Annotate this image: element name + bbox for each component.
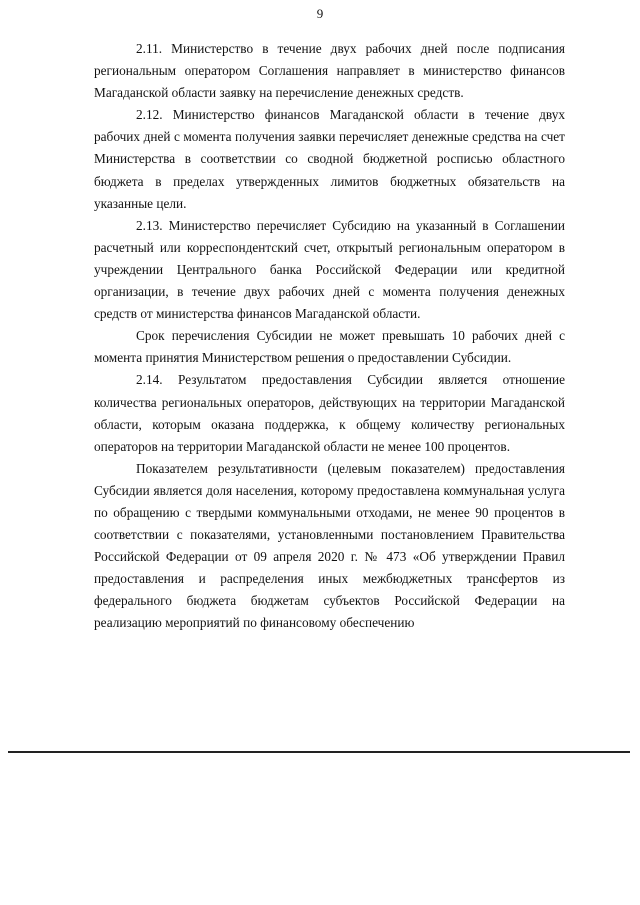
page-number: 9 bbox=[316, 6, 324, 21]
paragraph-2-13: 2.13. Министерство перечисляет Субсидию на указанный в Соглашении расчетный или корреспондентский счет, открытый региональным оператором в учреждении Центрального банка Российской Федерации или кредитной организации, в течение двух рабочих дней с момента получения денежных средств от министерства финансов Магаданской области. bbox=[94, 217, 565, 322]
paragraph-2-14: 2.14. Результатом предоставления Субсидии является отношение количества региональных операторов, действующих на территории Магаданской области, которым оказана поддержка, к общему количеству региональных операторов на территории Магаданской области не менее 100 процентов. bbox=[94, 372, 565, 454]
document-body bbox=[94, 38, 565, 635]
paragraph-2-11: 2.11. Министерство в течение двух рабочих дней после подписания региональным оператором Соглашения направляет в министерство финансов Магаданской области заявку на перечисление денежных средств. bbox=[94, 41, 565, 101]
paragraph-performance-indicator: Показателем результативности (целевым показателем) предоставления Субсидии является доля населения, которому предоставлена коммунальная услуга по обращению с твердыми коммунальными отходами, не менее 90 процентов в соответствии с показателями, установленными постановлением Правительства Российской Федерации от 09 апреля 2020 г. № 473 «Об утверждении Правил предоставления и распределения иных межбюджетных трансфертов из федерального бюджета бюджетам субъектов Российской Федерации на реализацию мероприятий по финансовому обеспечению bbox=[94, 460, 565, 631]
paragraph-2-12: 2.12. Министерство финансов Магаданской области в течение двух рабочих дней с момента получения заявки перечисляет денежные средства на счет Министерства в соответствии со сводной бюджетной росписью областного бюджета в пределах утвержденных лимитов бюджетных обязательств на указанные цели. bbox=[94, 107, 565, 211]
footnote-separator-line bbox=[8, 751, 630, 753]
paragraph-transfer-term: Срок перечисления Субсидии не может превышать 10 рабочих дней с момента принятия Министерством решения о предоставлении Субсидии. bbox=[94, 328, 565, 366]
